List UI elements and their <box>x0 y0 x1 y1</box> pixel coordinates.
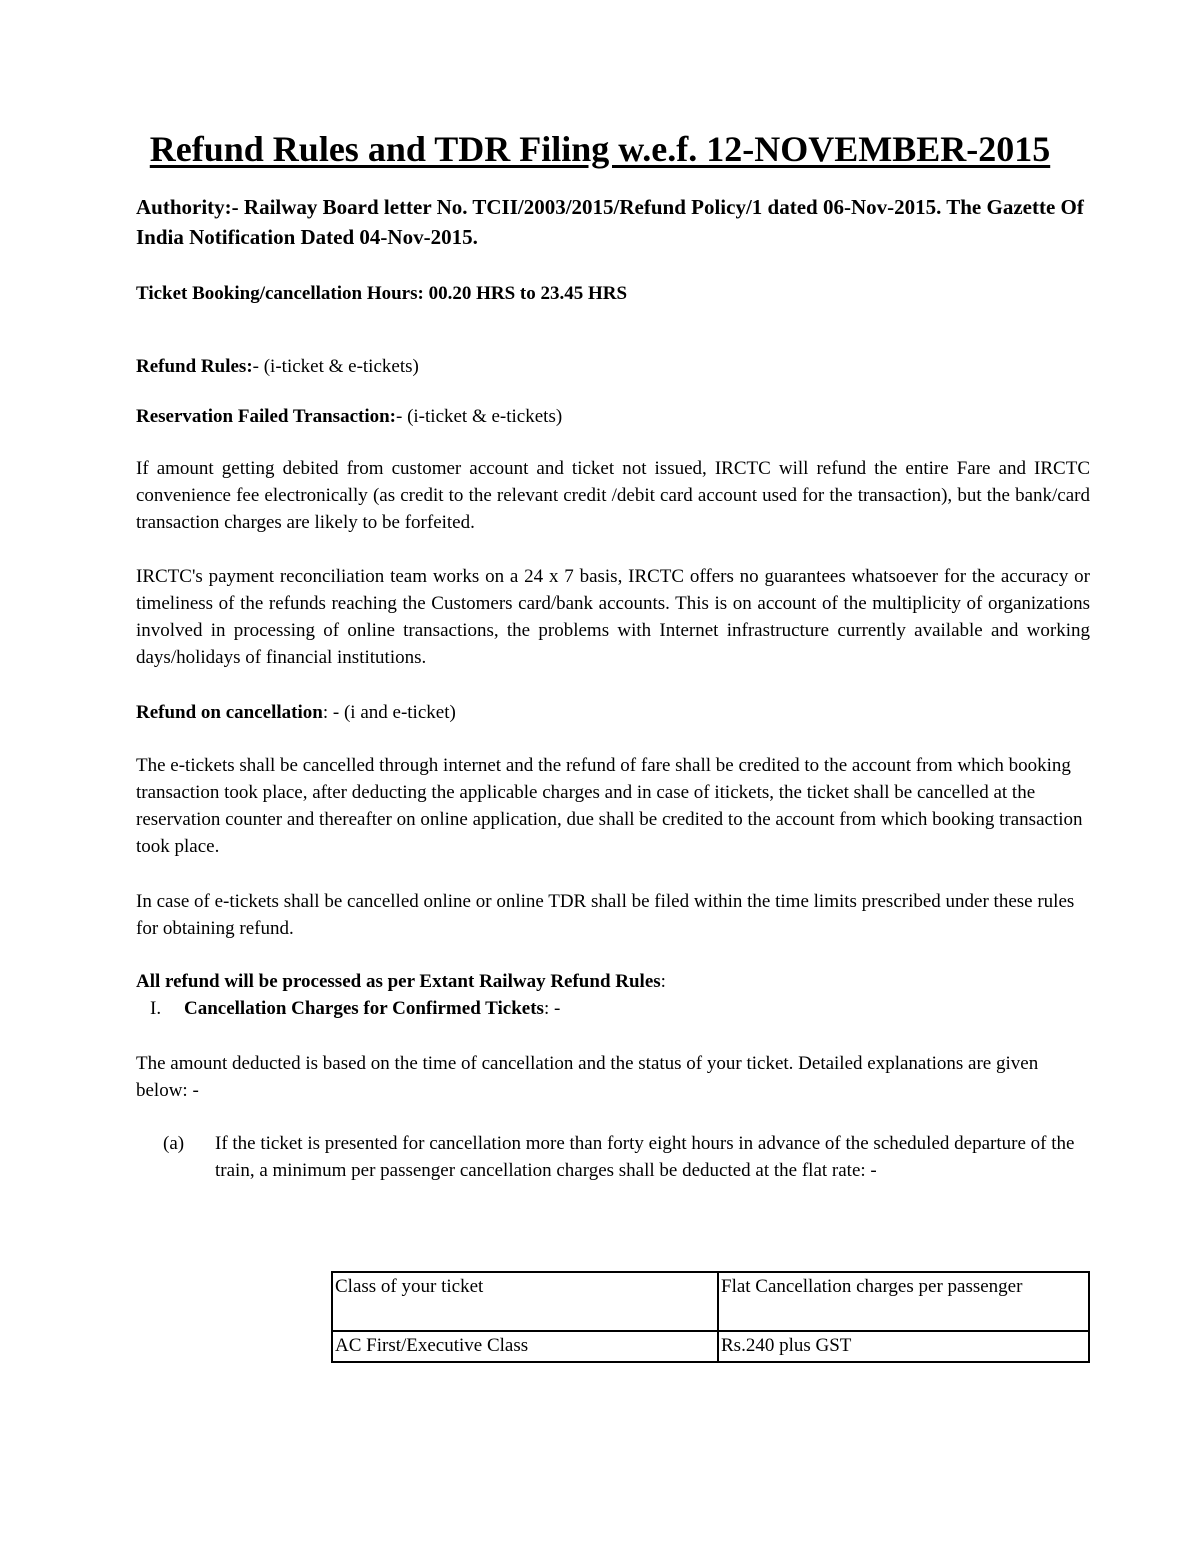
sub-item-number: (a) <box>163 1133 185 1154</box>
sub-item-a <box>163 1130 1093 1184</box>
all-refund-heading <box>136 968 1090 995</box>
list-item-cancellation-charges <box>150 995 560 1022</box>
amount-paragraph: The amount deducted is based on the time of cancellation and the status of your ticket. Detailed explanations are given below: - <box>136 1053 1039 1101</box>
refund-on-cancellation-suffix: : - (i and e-ticket) <box>322 702 456 723</box>
table-cell: AC First/Executive Class <box>332 1331 718 1362</box>
reconciliation-paragraph: IRCTC's payment reconciliation team works on a 24 x 7 basis, IRCTC offers no guarantees whatsoever for the accuracy or timeliness of the refunds reaching the Customers card/bank accounts. This is on account of the multiplicity of organizations involved in processing of online transactions, the problems with Internet infrastructure currently available and working days/holidays of financial institutions. <box>136 566 1090 668</box>
reservation-failed-label: Reservation Failed Transaction: <box>136 406 396 427</box>
all-refund-label: All refund will be processed as per Extant Railway Refund Rules <box>136 971 661 992</box>
authority-paragraph: Authority:- Railway Board letter No. TCII/2003/2015/Refund Policy/1 dated 06-Nov-2015. The Gazette Of India Notification Dated 04-Nov-2015. <box>136 195 1084 249</box>
list-item-label: Cancellation Charges for Confirmed Tickets <box>184 998 544 1019</box>
cancel-process-paragraph: The e-tickets shall be cancelled through internet and the refund of fare shall be credited to the account from which booking transaction took place, after deducting the applicable charges and in case of itickets, the ticket shall be cancelled at the reservation counter and thereafter on online application, due shall be credited to the account from which booking transaction took place. <box>136 755 1083 857</box>
refund-rules-suffix: - (i-ticket & e-tickets) <box>252 356 419 377</box>
table-header-cell: Flat Cancellation charges per passenger <box>718 1272 1089 1331</box>
reservation-failed-suffix: - (i-ticket & e-tickets) <box>396 406 563 427</box>
refund-rules-label: Refund Rules: <box>136 356 253 377</box>
tdr-paragraph: In case of e-tickets shall be cancelled online or online TDR shall be filed within the time limits prescribed under these rules for obtaining refund. <box>136 891 1075 939</box>
page-title: Refund Rules and TDR Filing w.e.f. 12-NOVEMBER-2015 <box>149 129 1051 169</box>
list-item-suffix: : - <box>543 998 561 1019</box>
cancellation-charges-table <box>331 1271 1090 1363</box>
booking-hours: Ticket Booking/cancellation Hours: 00.20 HRS to 23.45 HRS <box>136 283 628 304</box>
refund-on-cancellation-heading <box>136 699 1090 726</box>
table-header-cell: Class of your ticket <box>332 1272 718 1331</box>
table-row <box>332 1331 1089 1362</box>
table-cell: Rs.240 plus GST <box>718 1331 1089 1362</box>
all-refund-suffix: : <box>660 971 666 992</box>
refund-on-cancellation-label: Refund on cancellation <box>136 702 323 723</box>
failed-transaction-paragraph: If amount getting debited from customer account and ticket not issued, IRCTC will refund the entire Fare and IRCTC convenience fee electronically (as credit to the relevant credit /debit card account used for the transaction), but the bank/card transaction charges are likely to be forfeited. <box>136 458 1090 533</box>
reservation-failed-heading <box>136 403 1090 430</box>
list-number: I. <box>150 998 162 1019</box>
table-header-row <box>332 1272 1089 1331</box>
sub-item-text: If the ticket is presented for cancellation more than forty eight hours in advance of the scheduled departure of the train, a minimum per passenger cancellation charges shall be deducted at the flat rate: - <box>215 1133 1075 1181</box>
refund-rules-heading <box>136 353 1090 380</box>
